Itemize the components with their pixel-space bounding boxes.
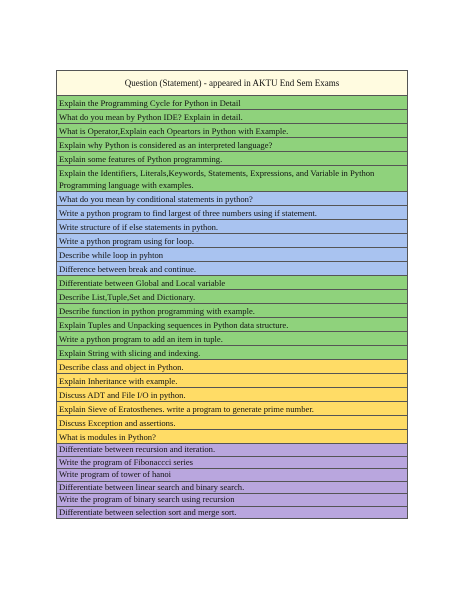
- question-cell: Explain String with slicing and indexing.: [57, 346, 408, 360]
- question-cell: What do you mean by conditional statements in python?: [57, 192, 408, 206]
- table-row: [57, 290, 408, 304]
- table-row: [57, 262, 408, 276]
- question-cell: Describe function in python programming with example.: [57, 304, 408, 318]
- question-cell: Describe class and object in Python.: [57, 360, 408, 374]
- table-row: [57, 234, 408, 248]
- question-cell: Explain Tuples and Unpacking sequences in Python data structure.: [57, 318, 408, 332]
- table-row: [57, 469, 408, 482]
- table-row: [57, 192, 408, 206]
- question-cell: Differentiate between linear search and binary search.: [57, 481, 408, 494]
- table-row: [57, 346, 408, 360]
- table-row: [57, 124, 408, 138]
- questions-table: [56, 70, 408, 519]
- question-cell: Differentiate between recursion and iteration.: [57, 444, 408, 457]
- question-cell: Differentiate between selection sort and merge sort.: [57, 506, 408, 519]
- question-cell: Write the program of binary search using recursion: [57, 494, 408, 507]
- table-header: Question (Statement) - appeared in AKTU End Sem Exams: [57, 71, 408, 96]
- table-row: [57, 276, 408, 290]
- question-cell: Discuss Exception and assertions.: [57, 416, 408, 430]
- question-cell: What is Operator,Explain each Opeartors in Python with Example.: [57, 124, 408, 138]
- question-cell: What is modules in Python?: [57, 430, 408, 444]
- table-row: [57, 388, 408, 402]
- table-row: [57, 430, 408, 444]
- question-cell: Write a python program to add an item in tuple.: [57, 332, 408, 346]
- table-row: [57, 494, 408, 507]
- table-row: [57, 248, 408, 262]
- table-row: [57, 110, 408, 124]
- question-cell: Describe while loop in pyhton: [57, 248, 408, 262]
- question-cell: Explain the Programming Cycle for Python in Detail: [57, 96, 408, 110]
- table-row: [57, 402, 408, 416]
- question-cell: Write a python program to find largest of three numbers using if statement.: [57, 206, 408, 220]
- table-row: [57, 506, 408, 519]
- question-cell: Describe List,Tuple,Set and Dictionary.: [57, 290, 408, 304]
- question-cell: Explain some features of Python programming.: [57, 152, 408, 166]
- table-row: [57, 96, 408, 110]
- table-row: [57, 206, 408, 220]
- table-row: [57, 152, 408, 166]
- table-row: [57, 220, 408, 234]
- question-cell: Write the program of Fibonaccci series: [57, 456, 408, 469]
- table-row: [57, 332, 408, 346]
- question-cell: Explain why Python is considered as an interpreted language?: [57, 138, 408, 152]
- question-cell: Write program of tower of hanoi: [57, 469, 408, 482]
- question-cell: Discuss ADT and File I/O in python.: [57, 388, 408, 402]
- table-row: [57, 318, 408, 332]
- table-row: [57, 304, 408, 318]
- table-row: [57, 481, 408, 494]
- table-row: [57, 360, 408, 374]
- table-row: [57, 166, 408, 192]
- question-cell: Write a python program using for loop.: [57, 234, 408, 248]
- question-cell: Differentiate between Global and Local variable: [57, 276, 408, 290]
- question-cell: Write structure of if else statements in python.: [57, 220, 408, 234]
- question-cell: Explain the Identifiers, Literals,Keywords, Statements, Expressions, and Variable in Python Programming language with examples.: [57, 166, 408, 192]
- question-cell: Explain Inheritance with example.: [57, 374, 408, 388]
- question-cell: What do you mean by Python IDE? Explain in detail.: [57, 110, 408, 124]
- table-row: [57, 138, 408, 152]
- table-row: [57, 416, 408, 430]
- question-cell: Explain Sieve of Eratosthenes. write a program to generate prime number.: [57, 402, 408, 416]
- table-row: [57, 456, 408, 469]
- table-row: [57, 444, 408, 457]
- question-cell: Difference between break and continue.: [57, 262, 408, 276]
- table-row: [57, 374, 408, 388]
- table-header-row: [57, 71, 408, 96]
